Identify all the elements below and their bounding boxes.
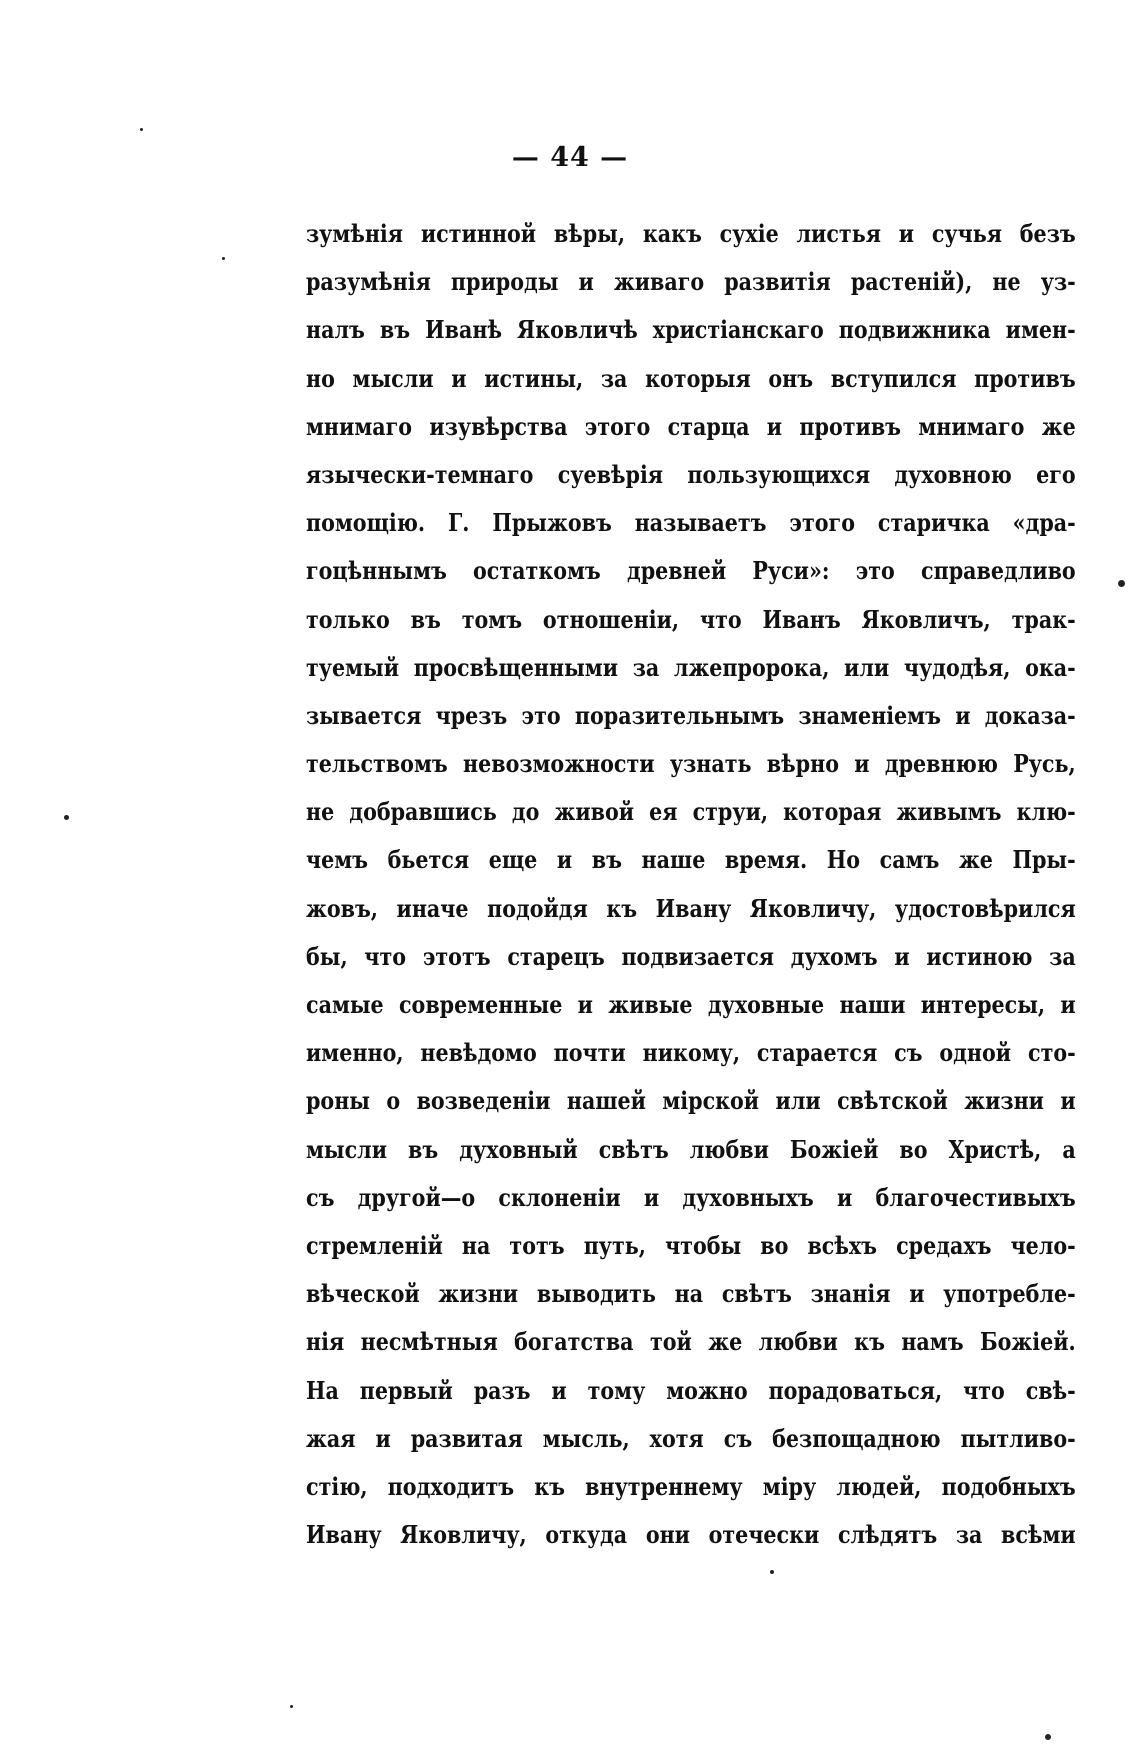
- page-number: — 44 —: [511, 142, 629, 173]
- text-line: гоцѣннымъ остаткомъ древней Руси»: это справедливо: [306, 556, 1076, 586]
- scan-speck: [770, 1570, 774, 1574]
- text-line: не добравшись до живой ея струи, которая живымъ клю-: [306, 797, 1076, 827]
- text-line: жая и развитая мысль, хотя съ безпощадною пытливо-: [306, 1423, 1076, 1453]
- scan-speck: [140, 128, 143, 131]
- text-line: самые современные и живые духовные наши интересы, и: [306, 990, 1076, 1019]
- text-line: жовъ, иначе подойдя къ Ивану Яковличу, удостовѣрился: [306, 893, 1076, 923]
- text-line: тельствомъ невозможности узнать вѣрно и древнюю Русь,: [306, 749, 1076, 779]
- scan-speck: [64, 815, 69, 820]
- text-line: налъ въ Иванѣ Яковличѣ христіанскаго подвижника имен-: [306, 315, 1076, 345]
- text-line: но мысли и истины, за которыя онъ вступился противъ: [306, 363, 1076, 393]
- text-line: стремленій на тотъ путь, чтобы во всѣхъ средахъ чело-: [306, 1230, 1076, 1260]
- text-line: мысли въ духовный свѣтъ любви Божіей во Христѣ, а: [306, 1134, 1076, 1164]
- scan-speck: [1118, 580, 1125, 587]
- text-line: На первый разъ и тому можно порадоваться, что свѣ-: [306, 1375, 1076, 1405]
- text-line: Ивану Яковличу, откуда они отечески слѣдятъ за всѣми: [306, 1520, 1076, 1550]
- text-line: нія несмѣтныя богатства той же любви къ намъ Божіей.: [306, 1327, 1076, 1357]
- text-line: мнимаго изувѣрства этого старца и противъ мнимаго же: [306, 411, 1076, 441]
- scan-speck: [222, 257, 225, 260]
- text-line: стію, подходитъ къ внутреннему міру людей, подобныхъ: [306, 1471, 1076, 1501]
- scan-speck: [1045, 1734, 1051, 1740]
- text-line: вѣческой жизни выводить на свѣтъ знанія и употребле-: [306, 1279, 1076, 1309]
- text-line: помощію. Г. Прыжовъ называетъ этого старичка «дра-: [306, 508, 1076, 538]
- text-line: съ другой—о склоненіи и духовныхъ и благочестивыхъ: [306, 1182, 1076, 1212]
- text-line: зумѣнія истинной вѣры, какъ сухіе листья и сучья безъ: [306, 219, 1076, 248]
- text-line: чемъ бьется еще и въ наше время. Но самъ же Пры-: [306, 845, 1076, 875]
- text-line: туемый просвѣщенными за лжепророка, или чудодѣя, ока-: [306, 652, 1076, 682]
- body-text: [306, 210, 1076, 1559]
- text-line: роны о возведеніи нашей мірской или свѣтской жизни и: [306, 1086, 1076, 1116]
- text-line: разумѣнія природы и живаго развитія растеній), не уз-: [306, 267, 1076, 297]
- text-line: язычески-темнаго суевѣрія пользующихся духовною его: [306, 459, 1076, 489]
- text-line: именно, невѣдомо почти никому, старается съ одной сто-: [306, 1038, 1076, 1068]
- text-line: зывается чрезъ это поразительнымъ знаменіемъ и доказа-: [306, 700, 1076, 730]
- scan-speck: [290, 1705, 293, 1708]
- text-line: только въ томъ отношеніи, что Иванъ Яковличъ, трак-: [306, 604, 1076, 634]
- text-line: бы, что этотъ старецъ подвизается духомъ и истиною за: [306, 941, 1076, 971]
